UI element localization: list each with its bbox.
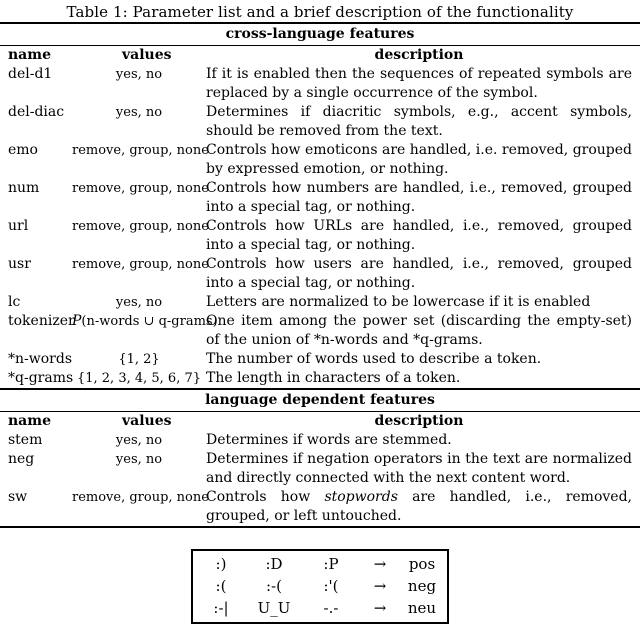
param-description: If it is enabled then the sequences of repeated symbols are replaced by a single occurrence of the symbol. (206, 66, 632, 101)
column-header-name: name (8, 47, 51, 63)
emoticon-smile: :) (215, 555, 227, 573)
param-values-text: (n-words ∪ q-grams) (81, 314, 218, 329)
param-name: sw (8, 489, 28, 505)
column-header-description: description (374, 47, 464, 63)
column-header-description: description (374, 413, 464, 429)
param-values: yes, no (115, 67, 163, 82)
emoticon-neutral-face: :-| (213, 599, 229, 617)
right-arrow-icon: → (373, 599, 387, 617)
emoticon-tongue: :P (323, 555, 339, 573)
param-name: emo (8, 142, 38, 158)
sentiment-label-pos: pos (408, 555, 436, 573)
param-description (206, 488, 640, 526)
param-description: Controls how numbers are handled, i.e., removed, grouped into a special tag, or nothing. (206, 180, 632, 215)
emoticon-dash-face: -.- (323, 599, 339, 617)
column-header-name: name (8, 413, 51, 429)
param-description: Controls how users are handled, i.e., removed, grouped into a special tag, or nothing. (206, 256, 632, 291)
param-description: Controls how URLs are handled, i.e., removed, grouped into a special tag, or nothing. (206, 218, 632, 253)
sentiment-label-neg: neg (407, 577, 437, 595)
emoticon-row-positive (199, 553, 441, 575)
table-row (0, 293, 640, 312)
emoticon-sad: :-( (266, 577, 282, 595)
right-arrow-icon: → (373, 577, 387, 595)
emoticon-laugh: :D (265, 555, 283, 573)
table-caption: Table 1: Parameter list and a brief description of the functionality (66, 3, 574, 21)
param-description: One item among the power set (discarding the empty-set) of the union of *n-words and *q-grams. (206, 313, 632, 348)
param-name: num (8, 180, 40, 196)
param-values: remove, group, none (72, 181, 209, 196)
table-row (0, 141, 640, 179)
emoticon-mapping-box (191, 549, 449, 624)
param-values: yes, no (115, 433, 163, 448)
param-values (72, 312, 218, 331)
table-row (0, 488, 640, 526)
param-name: url (8, 218, 29, 234)
param-values: yes, no (115, 452, 163, 467)
emoticon-uu-face: U_U (257, 599, 291, 617)
table-row (0, 312, 640, 350)
param-description: Determines if words are stemmed. (206, 432, 452, 448)
param-values: yes, no (115, 295, 163, 310)
param-name: *n-words (8, 351, 72, 367)
param-description: Controls how emoticons are handled, i.e. removed, grouped by expressed emotion, or nothing. (206, 142, 632, 177)
param-values: {1, 2, 3, 4, 5, 6, 7} (76, 371, 202, 386)
param-name: usr (8, 256, 31, 272)
param-name: lc (8, 294, 21, 310)
table-row (0, 431, 640, 450)
param-values: remove, group, none (72, 490, 209, 505)
param-values: remove, group, none (72, 257, 209, 272)
section-header-cross-language: cross-language features (225, 26, 415, 42)
section-header-language-dependent: language dependent features (205, 392, 435, 408)
emoticon-row-neutral (199, 597, 441, 619)
param-description: Determines if negation operators in the text are normalized and directly connected with the next content word. (206, 451, 632, 486)
table-row (0, 103, 640, 141)
param-values: yes, no (115, 105, 163, 120)
right-arrow-icon: → (373, 555, 387, 573)
param-name: tokenizer (8, 313, 75, 329)
table-row (0, 450, 640, 488)
column-header-row (0, 46, 640, 65)
table-row (0, 179, 640, 217)
column-header-row (0, 412, 640, 431)
param-description: The length in characters of a token. (206, 370, 461, 386)
param-values: remove, group, none (72, 143, 209, 158)
table-row (0, 217, 640, 255)
script-p-symbol: P (72, 313, 82, 329)
table-row (0, 65, 640, 103)
param-description: Letters are normalized to be lowercase if it is enabled (206, 294, 591, 310)
emoticon-box-container (0, 549, 640, 624)
param-name: del-d1 (8, 66, 53, 82)
description-text: Controls how (206, 489, 325, 505)
stopwords-italic-text: stopwords (324, 489, 398, 505)
column-header-values: values (122, 47, 172, 63)
emoticon-frown: :( (215, 577, 227, 595)
table-row (0, 255, 640, 293)
sentiment-label-neu: neu (407, 599, 437, 617)
description-text: are handled, i.e., removed, grouped, or left untouched. (206, 489, 632, 524)
emoticon-crying: :'( (323, 577, 339, 595)
param-name: neg (8, 451, 35, 467)
param-name: del-diac (8, 104, 65, 120)
table-row (0, 350, 640, 369)
param-values: {1, 2} (118, 352, 160, 367)
table-row (0, 369, 640, 388)
param-description: Determines if diacritic symbols, e.g., accent symbols, should be removed from the text. (206, 104, 632, 139)
param-values: remove, group, none (72, 219, 209, 234)
param-name: *q-grams (8, 370, 74, 386)
param-name: stem (8, 432, 43, 448)
emoticon-row-negative (199, 575, 441, 597)
table-bottom-rule (0, 526, 640, 528)
column-header-values: values (122, 413, 172, 429)
param-description: The number of words used to describe a token. (206, 351, 542, 367)
